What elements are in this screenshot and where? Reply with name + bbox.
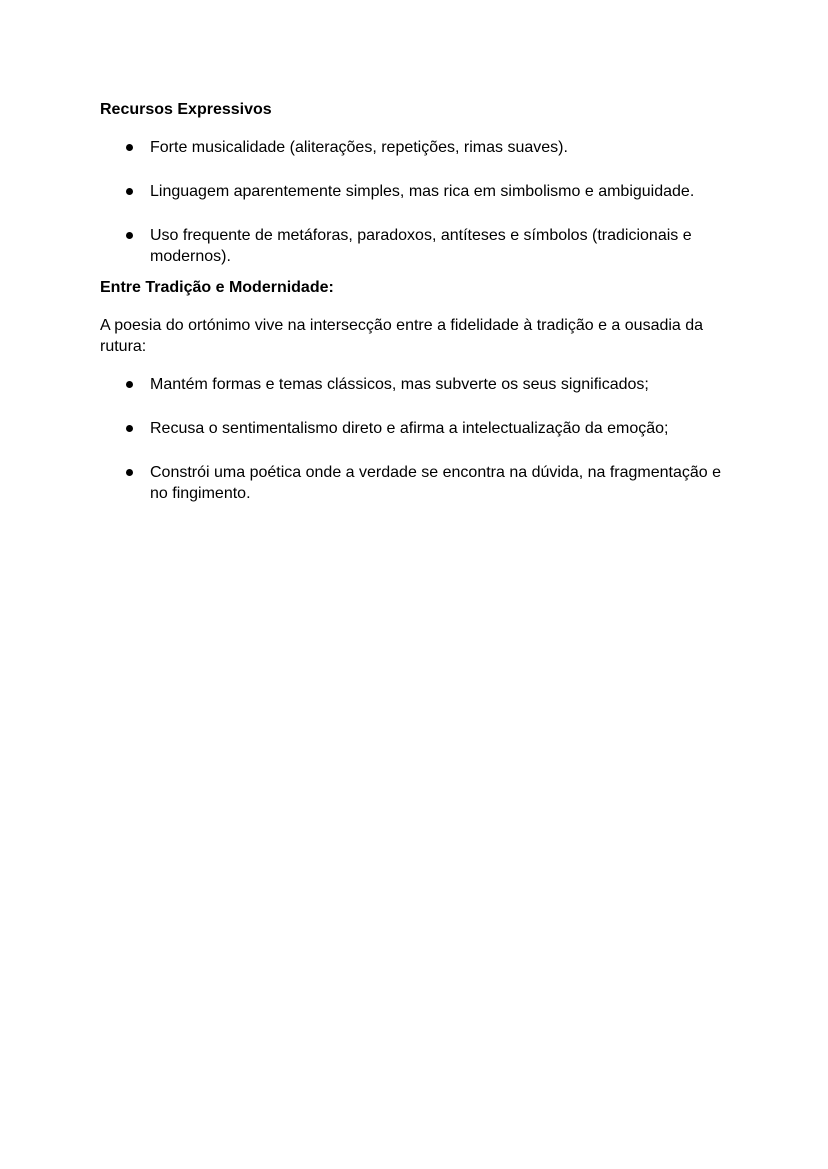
list-item	[100, 181, 730, 202]
list-item-text: Forte musicalidade (aliterações, repetições, rimas suaves).	[150, 139, 568, 156]
list-item	[100, 137, 730, 158]
bullet-list-tradicao	[100, 374, 730, 504]
list-item-text: Linguagem aparentemente simples, mas rica em simbolismo e ambiguidade.	[150, 183, 695, 200]
list-item-text: Constrói uma poética onde a verdade se encontra na dúvida, na fragmentação e no fingimento.	[150, 464, 722, 502]
bullet-icon	[126, 144, 133, 151]
section-heading-recursos-expressivos: Recursos Expressivos	[100, 101, 272, 118]
list-item-text: Mantém formas e temas clássicos, mas subverte os seus significados;	[150, 376, 649, 393]
list-item	[100, 374, 730, 395]
list-item-text: Uso frequente de metáforas, paradoxos, antíteses e símbolos (tradicionais e modernos).	[150, 227, 692, 265]
bullet-icon	[126, 425, 133, 432]
list-item-text: Recusa o sentimentalismo direto e afirma a intelectualização da emoção;	[150, 420, 669, 437]
bullet-icon	[126, 232, 133, 239]
bullet-icon	[126, 381, 133, 388]
list-item	[100, 418, 730, 439]
section-intro-paragraph: A poesia do ortónimo vive na intersecção entre a fidelidade à tradição e a ousadia da rutura:	[100, 317, 704, 355]
list-item	[100, 225, 730, 267]
document-content	[100, 99, 730, 504]
list-item	[100, 462, 730, 504]
bullet-icon	[126, 188, 133, 195]
section-heading-tradicao-modernidade: Entre Tradição e Modernidade:	[100, 279, 334, 296]
bullet-list-recursos	[100, 137, 730, 267]
bullet-icon	[126, 469, 133, 476]
